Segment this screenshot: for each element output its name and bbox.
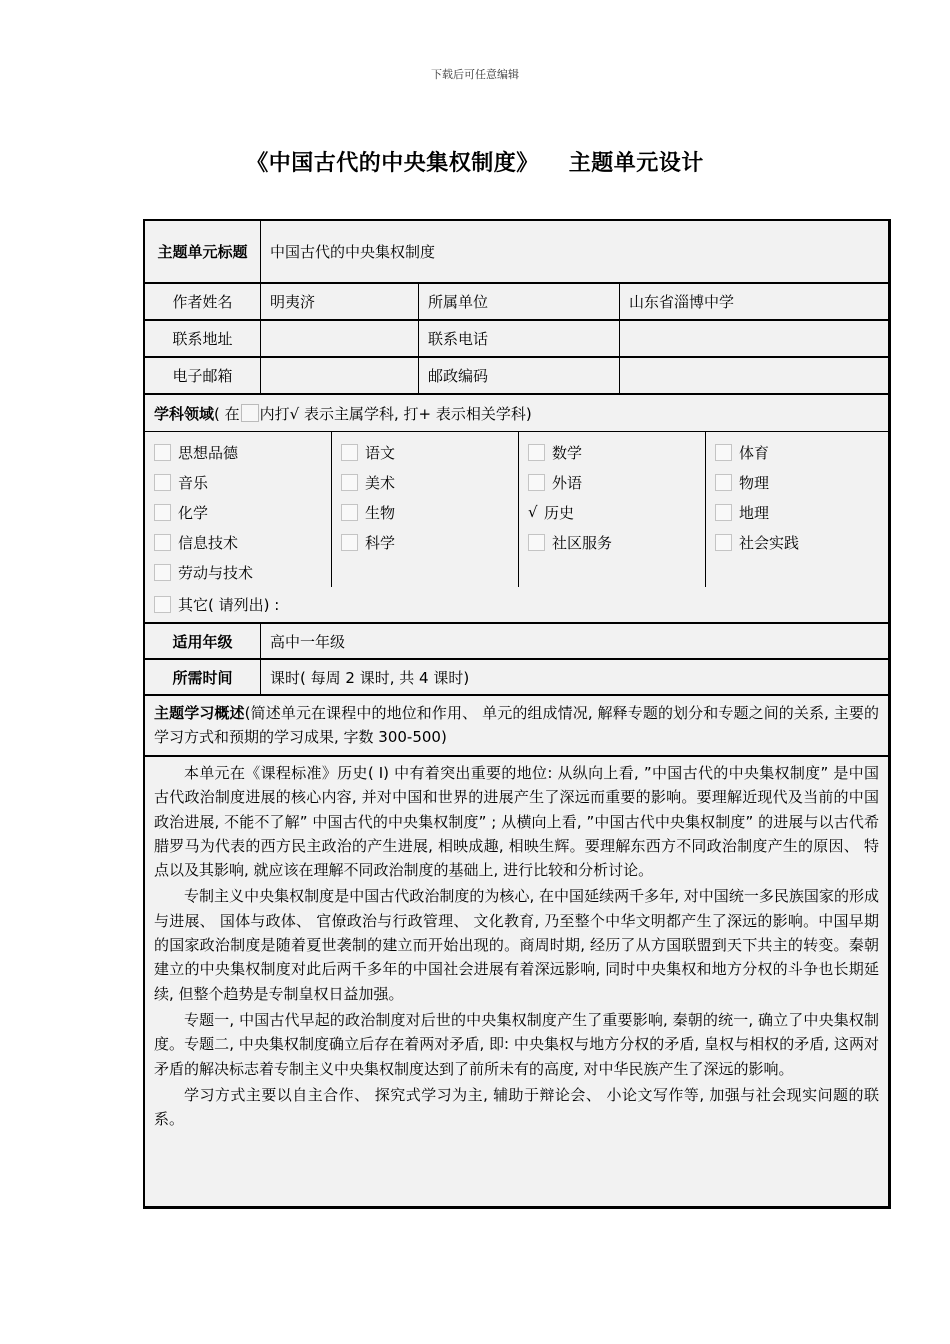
row-email <box>145 358 888 395</box>
subject-option[interactable] <box>528 467 705 497</box>
subject-option[interactable] <box>715 467 888 497</box>
subject-option[interactable] <box>154 557 331 587</box>
subject-area-hint-1: ( 在 <box>214 404 240 423</box>
unit-title-label: 主题单元标题 <box>145 221 261 282</box>
checkbox-icon[interactable] <box>528 444 545 461</box>
postcode-label: 邮政编码 <box>419 358 620 393</box>
row-address <box>145 321 888 358</box>
row-time <box>145 660 888 696</box>
org-label: 所属单位 <box>419 284 620 319</box>
subject-option-label: 语文 <box>365 443 396 462</box>
overview-label: 主题学习概述 <box>154 704 245 722</box>
checkbox-icon[interactable] <box>154 474 171 491</box>
title-main: 《中国古代的中央集权制度》 <box>246 151 539 176</box>
row-grade <box>145 624 888 660</box>
address-label: 联系地址 <box>145 321 261 356</box>
overview-paragraph: 专制主义中央集权制度是中国古代政治制度的为核心, 在中国延续两千多年, 对中国统一多民族国家的形成与进展、 国体与政体、 官僚政治与行政管理、 文化教育, 乃至整个中华文明都产生了深远的影响。中国早期的国家政治制度是随着夏世袭制的建立而开始出现的。商周时期, 经历了从方国联盟到天下共主的转变。秦朝建立的中央集权制度对此后两千多年的中国社会进展有着深远影响, 同时中央集权和地方分权的斗争也长期延续, 但整个趋势是专制皇权日益加强。 <box>154 887 879 1003</box>
subject-option-label: 思想品德 <box>178 443 239 462</box>
checkbox-icon[interactable] <box>528 474 545 491</box>
subject-column <box>145 432 332 587</box>
subject-option[interactable] <box>154 527 331 557</box>
grade-label: 适用年级 <box>145 624 261 658</box>
checkbox-icon[interactable] <box>715 534 732 551</box>
checkbox-icon[interactable] <box>715 444 732 461</box>
subject-option[interactable] <box>341 437 518 467</box>
subject-column <box>519 432 706 587</box>
overview-paragraph: 专题一, 中国古代早起的政治制度对后世的中央集权制度产生了重要影响, 秦朝的统一, 确立了中央集权制度。专题二, 中央集权制度确立后存在着两对矛盾, 即: 中央集权与地方分权的矛盾, 皇权与相权的矛盾, 这两对矛盾的解决标志着专制主义中央集权制度达到了前所未有的高度, 对中华民族产生了深远的影响。 <box>154 1010 879 1078</box>
overview-paragraph: 学习方式主要以自主合作、 探究式学习为主, 辅助于辩论会、 小论文写作等, 加强与社会现实问题的联系。 <box>154 1085 879 1129</box>
subject-option[interactable] <box>528 527 705 557</box>
phone-value[interactable] <box>620 321 888 356</box>
subject-area-heading <box>145 395 888 432</box>
checkbox-icon[interactable] <box>341 534 358 551</box>
checkbox-icon[interactable] <box>154 564 171 581</box>
subject-option-label: 劳动与技术 <box>178 563 254 582</box>
checkbox-sample-icon <box>241 404 259 422</box>
subject-area-hint-2: 内打√ 表示主属学科, 打+ 表示相关学科) <box>259 404 532 423</box>
org-value[interactable]: 山东省淄博中学 <box>629 293 735 311</box>
subject-other-checkbox[interactable] <box>154 596 171 613</box>
subject-option-label: 社区服务 <box>552 533 613 552</box>
page-title <box>0 146 950 177</box>
row-overview <box>145 696 888 757</box>
title-suffix: 主题单元设计 <box>568 151 704 176</box>
overview-heading <box>145 696 888 755</box>
subject-option-label: 地理 <box>739 503 770 522</box>
subject-option[interactable] <box>528 497 705 527</box>
row-unit-title <box>145 221 888 284</box>
checkbox-icon[interactable] <box>528 534 545 551</box>
subject-option-label: 化学 <box>178 503 209 522</box>
phone-label: 联系电话 <box>419 321 620 356</box>
subject-option-label: 历史 <box>544 503 575 522</box>
time-label: 所需时间 <box>145 660 261 694</box>
subject-column <box>332 432 519 587</box>
subject-grid <box>145 432 888 587</box>
checkbox-icon[interactable] <box>154 444 171 461</box>
subject-option-label: 体育 <box>739 443 770 462</box>
header-note: 下载后可任意编辑 <box>431 68 519 81</box>
overview-paragraph: 本单元在《课程标准》历史( I) 中有着突出重要的地位: 从纵向上看, ”中国古代的中央集权制度” 是中国古代政治制度进展的核心内容, 并对中国和世界的进展产生了深远而重要的影响。要理解近现代及当前的中国政治进展, 不能不了解” 中国古代的中央集权制度” ; 从横向上看, ”中国古代中央集权制度” 的进展与以古代希腊罗马为代表的西方民主政治的产生进展, 相映成趣, 相映生辉。要理解东西方不同政治制度产生的原因、 特点以及其影响, 就应该在理解不同政治制度的基础上, 进行比较和分析讨论。 <box>154 764 879 880</box>
email-label: 电子邮箱 <box>145 358 261 393</box>
checkbox-icon[interactable] <box>341 504 358 521</box>
address-value[interactable] <box>261 321 419 356</box>
checkbox-icon[interactable] <box>341 474 358 491</box>
email-value[interactable] <box>261 358 419 393</box>
subject-option[interactable] <box>715 497 888 527</box>
subject-option[interactable] <box>154 467 331 497</box>
subject-option[interactable] <box>154 497 331 527</box>
subject-option-label: 生物 <box>365 503 396 522</box>
subject-option-label: 物理 <box>739 473 770 492</box>
time-value[interactable]: 课时( 每周 2 课时, 共 4 课时) <box>270 668 470 687</box>
subject-option[interactable] <box>341 467 518 497</box>
author-label: 作者姓名 <box>145 284 261 319</box>
checkbox-icon[interactable] <box>154 504 171 521</box>
design-form-table <box>143 219 891 1209</box>
unit-title-value[interactable]: 中国古代的中央集权制度 <box>270 243 436 261</box>
subject-area <box>145 395 888 624</box>
subject-option[interactable] <box>154 437 331 467</box>
grade-value[interactable]: 高中一年级 <box>270 632 346 651</box>
checkmark-icon[interactable]: √ <box>528 503 538 521</box>
overview-body[interactable] <box>145 757 888 1131</box>
checkbox-icon[interactable] <box>715 474 732 491</box>
subject-other <box>145 587 888 622</box>
subject-option[interactable] <box>341 527 518 557</box>
checkbox-icon[interactable] <box>341 444 358 461</box>
author-value[interactable]: 明夷济 <box>261 284 419 319</box>
subject-option-label: 数学 <box>552 443 583 462</box>
checkbox-icon[interactable] <box>715 504 732 521</box>
subject-option-label: 外语 <box>552 473 583 492</box>
subject-option[interactable] <box>715 527 888 557</box>
subject-option[interactable] <box>341 497 518 527</box>
row-author <box>145 284 888 321</box>
checkbox-icon[interactable] <box>154 534 171 551</box>
subject-option-label: 科学 <box>365 533 396 552</box>
subject-option[interactable] <box>528 437 705 467</box>
subject-option-label: 信息技术 <box>178 533 239 552</box>
subject-option-label: 音乐 <box>178 473 209 492</box>
overview-hint: (简述单元在课程中的地位和作用、 单元的组成情况, 解释专题的划分和专题之间的关系, 主要的学习方式和预期的学习成果, 字数 300-500) <box>154 704 879 746</box>
subject-option[interactable] <box>715 437 888 467</box>
subject-area-label: 学科领域 <box>154 404 215 423</box>
postcode-value[interactable] <box>620 358 888 393</box>
subject-option-label: 社会实践 <box>739 533 800 552</box>
subject-option-label: 美术 <box>365 473 396 492</box>
subject-other-label: 其它( 请列出) : <box>178 596 280 614</box>
row-overview-body <box>145 757 888 1206</box>
subject-column <box>706 432 888 587</box>
